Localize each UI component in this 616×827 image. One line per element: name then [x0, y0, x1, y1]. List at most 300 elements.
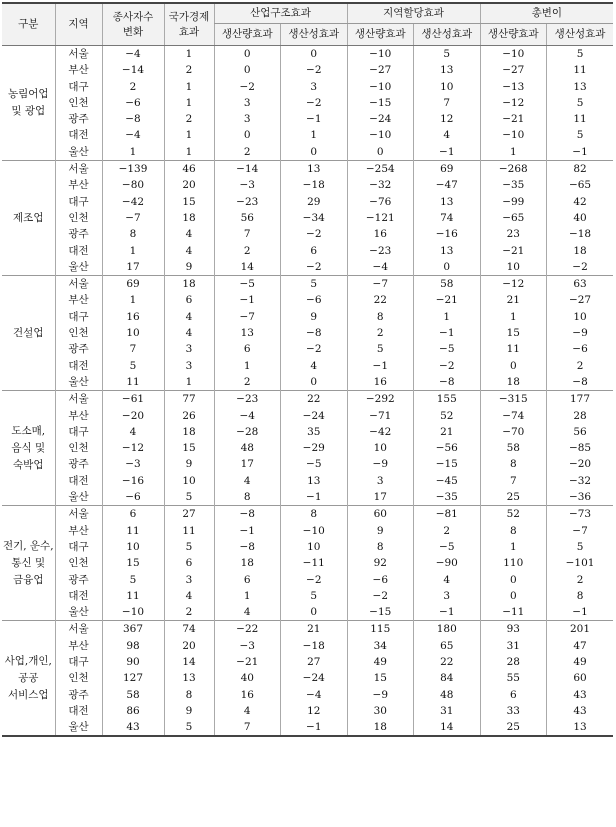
- value-cell-total-productivity: 15: [480, 325, 547, 341]
- value-cell-industry-productivity: 8: [214, 489, 281, 506]
- header-total-productivity-effect: 생산성효과: [547, 24, 614, 46]
- value-cell-regional-productivity: −71: [347, 408, 414, 424]
- value-cell-regional-productivity: −10: [347, 46, 414, 63]
- value-cell-regional-productivity-effect: −21: [414, 292, 481, 308]
- value-cell-regional-productivity: −1: [347, 358, 414, 374]
- category-cell: 건설업: [2, 276, 55, 391]
- value-cell-industry-productivity: 4: [214, 604, 281, 621]
- value-cell-total-productivity-effect: 40: [547, 210, 614, 226]
- value-cell-industry-productivity: −8: [214, 506, 281, 523]
- value-cell-national-effect: 4: [164, 309, 214, 325]
- value-cell-employment-change: −7: [102, 210, 164, 226]
- category-cell: 제조업: [2, 161, 55, 276]
- value-cell-employment-change: −10: [102, 604, 164, 621]
- table-row: [2, 358, 613, 374]
- value-cell-regional-productivity: −292: [347, 391, 414, 408]
- value-cell-industry-productivity-effect: 13: [281, 161, 348, 178]
- value-cell-employment-change: −3: [102, 456, 164, 472]
- value-cell-regional-productivity-effect: −1: [414, 604, 481, 621]
- value-cell-total-productivity: 33: [480, 703, 547, 719]
- value-cell-industry-productivity: 3: [214, 95, 281, 111]
- value-cell-regional-productivity-effect: 58: [414, 276, 481, 293]
- region-cell: 울산: [55, 144, 102, 161]
- value-cell-regional-productivity: 92: [347, 555, 414, 571]
- value-cell-total-productivity: −13: [480, 79, 547, 95]
- value-cell-total-productivity-effect: 5: [547, 539, 614, 555]
- value-cell-employment-change: −12: [102, 440, 164, 456]
- value-cell-regional-productivity-effect: 5: [414, 46, 481, 63]
- value-cell-total-productivity: 1: [480, 309, 547, 325]
- region-cell: 대구: [55, 79, 102, 95]
- value-cell-industry-productivity-effect: −1: [281, 489, 348, 506]
- region-cell: 대전: [55, 243, 102, 259]
- region-cell: 서울: [55, 46, 102, 63]
- shift-share-table: [2, 2, 613, 735]
- value-cell-total-productivity: 31: [480, 638, 547, 654]
- value-cell-regional-productivity: −2: [347, 588, 414, 604]
- value-cell-industry-productivity-effect: 35: [281, 424, 348, 440]
- value-cell-total-productivity: −11: [480, 604, 547, 621]
- value-cell-total-productivity-effect: −9: [547, 325, 614, 341]
- value-cell-industry-productivity-effect: −2: [281, 259, 348, 276]
- value-cell-employment-change: 1: [102, 144, 164, 161]
- region-cell: 광주: [55, 456, 102, 472]
- value-cell-industry-productivity: 0: [214, 62, 281, 78]
- value-cell-employment-change: −61: [102, 391, 164, 408]
- value-cell-regional-productivity: −4: [347, 259, 414, 276]
- value-cell-regional-productivity: −24: [347, 111, 414, 127]
- value-cell-total-productivity-effect: 2: [547, 572, 614, 588]
- value-cell-total-productivity-effect: 43: [547, 687, 614, 703]
- value-cell-regional-productivity: 2: [347, 325, 414, 341]
- value-cell-regional-productivity: 22: [347, 292, 414, 308]
- region-cell: 서울: [55, 506, 102, 523]
- value-cell-national-effect: 11: [164, 523, 214, 539]
- value-cell-employment-change: −14: [102, 62, 164, 78]
- value-cell-regional-productivity: 16: [347, 226, 414, 242]
- table-bottom-rule: [2, 735, 613, 737]
- value-cell-regional-productivity-effect: 4: [414, 572, 481, 588]
- header-industry-productivity-effect: 생산성효과: [281, 24, 348, 46]
- region-cell: 인천: [55, 440, 102, 456]
- region-cell: 광주: [55, 111, 102, 127]
- value-cell-employment-change: 4: [102, 424, 164, 440]
- value-cell-industry-productivity: −14: [214, 161, 281, 178]
- value-cell-total-productivity: −10: [480, 46, 547, 63]
- value-cell-employment-change: 86: [102, 703, 164, 719]
- table-row: [2, 703, 613, 719]
- value-cell-industry-productivity-effect: 6: [281, 243, 348, 259]
- value-cell-regional-productivity: 34: [347, 638, 414, 654]
- region-cell: 대전: [55, 588, 102, 604]
- value-cell-employment-change: 98: [102, 638, 164, 654]
- table-row: [2, 144, 613, 161]
- table-row: [2, 243, 613, 259]
- value-cell-regional-productivity-effect: 69: [414, 161, 481, 178]
- value-cell-regional-productivity: 17: [347, 489, 414, 506]
- value-cell-regional-productivity: 9: [347, 523, 414, 539]
- value-cell-industry-productivity-effect: 9: [281, 309, 348, 325]
- value-cell-total-productivity-effect: −36: [547, 489, 614, 506]
- value-cell-national-effect: 20: [164, 638, 214, 654]
- value-cell-total-productivity: 18: [480, 374, 547, 391]
- value-cell-total-productivity-effect: 82: [547, 161, 614, 178]
- value-cell-employment-change: 10: [102, 539, 164, 555]
- value-cell-regional-productivity-effect: 180: [414, 621, 481, 638]
- value-cell-total-productivity-effect: −85: [547, 440, 614, 456]
- value-cell-total-productivity-effect: 47: [547, 638, 614, 654]
- value-cell-total-productivity: 7: [480, 473, 547, 489]
- table-row: [2, 309, 613, 325]
- value-cell-employment-change: −4: [102, 127, 164, 143]
- value-cell-total-productivity: −27: [480, 62, 547, 78]
- value-cell-industry-productivity: −21: [214, 654, 281, 670]
- value-cell-industry-productivity-effect: 0: [281, 374, 348, 391]
- value-cell-total-productivity-effect: 42: [547, 194, 614, 210]
- value-cell-industry-productivity: −5: [214, 276, 281, 293]
- value-cell-employment-change: −42: [102, 194, 164, 210]
- region-cell: 부산: [55, 638, 102, 654]
- value-cell-regional-productivity-effect: −8: [414, 374, 481, 391]
- value-cell-employment-change: 1: [102, 243, 164, 259]
- value-cell-employment-change: 2: [102, 79, 164, 95]
- table-row: [2, 654, 613, 670]
- value-cell-regional-productivity: −254: [347, 161, 414, 178]
- value-cell-employment-change: 16: [102, 309, 164, 325]
- value-cell-national-effect: 4: [164, 325, 214, 341]
- value-cell-industry-productivity-effect: 4: [281, 358, 348, 374]
- value-cell-total-productivity: 21: [480, 292, 547, 308]
- region-cell: 부산: [55, 177, 102, 193]
- value-cell-regional-productivity-effect: −47: [414, 177, 481, 193]
- value-cell-regional-productivity: −9: [347, 456, 414, 472]
- table-row: [2, 194, 613, 210]
- value-cell-national-effect: 8: [164, 687, 214, 703]
- value-cell-regional-productivity: 5: [347, 341, 414, 357]
- value-cell-employment-change: −139: [102, 161, 164, 178]
- value-cell-industry-productivity-effect: −2: [281, 95, 348, 111]
- value-cell-national-effect: 18: [164, 210, 214, 226]
- value-cell-regional-productivity: −10: [347, 79, 414, 95]
- table-row: [2, 588, 613, 604]
- region-cell: 대구: [55, 539, 102, 555]
- value-cell-industry-productivity-effect: −2: [281, 62, 348, 78]
- value-cell-national-effect: 6: [164, 555, 214, 571]
- value-cell-total-productivity: 93: [480, 621, 547, 638]
- value-cell-regional-productivity-effect: 52: [414, 408, 481, 424]
- value-cell-national-effect: 15: [164, 440, 214, 456]
- region-cell: 부산: [55, 62, 102, 78]
- value-cell-total-productivity-effect: 56: [547, 424, 614, 440]
- section-0: [2, 46, 613, 161]
- region-cell: 서울: [55, 276, 102, 293]
- value-cell-regional-productivity: 15: [347, 670, 414, 686]
- table-row: [2, 604, 613, 621]
- value-cell-industry-productivity-effect: 10: [281, 539, 348, 555]
- value-cell-industry-productivity: 0: [214, 46, 281, 63]
- value-cell-employment-change: −6: [102, 95, 164, 111]
- value-cell-national-effect: 4: [164, 588, 214, 604]
- value-cell-employment-change: 367: [102, 621, 164, 638]
- value-cell-total-productivity-effect: −1: [547, 144, 614, 161]
- value-cell-employment-change: 58: [102, 687, 164, 703]
- value-cell-regional-productivity-effect: 74: [414, 210, 481, 226]
- region-cell: 울산: [55, 374, 102, 391]
- region-cell: 광주: [55, 341, 102, 357]
- section-5: [2, 621, 613, 736]
- table-row: [2, 440, 613, 456]
- value-cell-industry-productivity-effect: 5: [281, 588, 348, 604]
- header-regional-effect: 지역할당효과: [347, 3, 480, 24]
- value-cell-total-productivity-effect: 11: [547, 111, 614, 127]
- header-regional-productivity-effect: 생산성효과: [414, 24, 481, 46]
- region-cell: 인천: [55, 210, 102, 226]
- value-cell-total-productivity: 25: [480, 489, 547, 506]
- table-row: [2, 79, 613, 95]
- region-cell: 인천: [55, 95, 102, 111]
- table-row: [2, 408, 613, 424]
- value-cell-regional-productivity: −15: [347, 604, 414, 621]
- value-cell-total-productivity-effect: 2: [547, 358, 614, 374]
- value-cell-national-effect: 2: [164, 111, 214, 127]
- value-cell-national-effect: 3: [164, 358, 214, 374]
- value-cell-regional-productivity: 8: [347, 539, 414, 555]
- region-cell: 서울: [55, 161, 102, 178]
- value-cell-industry-productivity-effect: −18: [281, 638, 348, 654]
- table-row: [2, 424, 613, 440]
- value-cell-industry-productivity-effect: 0: [281, 604, 348, 621]
- value-cell-industry-productivity-effect: −2: [281, 341, 348, 357]
- header-employment-change: 종사자수 변화: [102, 3, 164, 46]
- value-cell-industry-productivity-effect: −29: [281, 440, 348, 456]
- value-cell-industry-productivity-effect: −11: [281, 555, 348, 571]
- value-cell-regional-productivity-effect: 1: [414, 309, 481, 325]
- value-cell-industry-productivity-effect: −24: [281, 670, 348, 686]
- value-cell-industry-productivity-effect: −10: [281, 523, 348, 539]
- value-cell-regional-productivity: −27: [347, 62, 414, 78]
- value-cell-industry-productivity: 16: [214, 687, 281, 703]
- category-cell: 사업,개인, 공공 서비스업: [2, 621, 55, 736]
- value-cell-industry-productivity: −23: [214, 391, 281, 408]
- value-cell-industry-productivity-effect: 22: [281, 391, 348, 408]
- value-cell-total-productivity: −21: [480, 243, 547, 259]
- value-cell-industry-productivity: 13: [214, 325, 281, 341]
- value-cell-industry-productivity-effect: −6: [281, 292, 348, 308]
- table-row: [2, 473, 613, 489]
- value-cell-total-productivity: −10: [480, 127, 547, 143]
- table-row: [2, 177, 613, 193]
- value-cell-total-productivity: 0: [480, 358, 547, 374]
- value-cell-total-productivity: 58: [480, 440, 547, 456]
- value-cell-total-productivity: −74: [480, 408, 547, 424]
- value-cell-regional-productivity-effect: −2: [414, 358, 481, 374]
- table-row: [2, 259, 613, 276]
- value-cell-regional-productivity: 49: [347, 654, 414, 670]
- value-cell-industry-productivity: 17: [214, 456, 281, 472]
- value-cell-national-effect: 1: [164, 95, 214, 111]
- table-row: [2, 687, 613, 703]
- value-cell-employment-change: 11: [102, 523, 164, 539]
- value-cell-industry-productivity-effect: 13: [281, 473, 348, 489]
- value-cell-industry-productivity-effect: 27: [281, 654, 348, 670]
- value-cell-industry-productivity: −1: [214, 292, 281, 308]
- value-cell-employment-change: 43: [102, 719, 164, 735]
- value-cell-total-productivity-effect: −2: [547, 259, 614, 276]
- value-cell-regional-productivity-effect: 13: [414, 194, 481, 210]
- header-regional-productivity: 생산량효과: [347, 24, 414, 46]
- value-cell-industry-productivity: −7: [214, 309, 281, 325]
- value-cell-regional-productivity: −6: [347, 572, 414, 588]
- value-cell-employment-change: 5: [102, 572, 164, 588]
- value-cell-regional-productivity: −42: [347, 424, 414, 440]
- value-cell-industry-productivity: 14: [214, 259, 281, 276]
- value-cell-total-productivity: −315: [480, 391, 547, 408]
- region-cell: 부산: [55, 523, 102, 539]
- value-cell-regional-productivity-effect: −5: [414, 341, 481, 357]
- header-total-change: 총변이: [480, 3, 613, 24]
- region-cell: 울산: [55, 604, 102, 621]
- region-cell: 울산: [55, 259, 102, 276]
- value-cell-employment-change: −4: [102, 46, 164, 63]
- value-cell-regional-productivity-effect: 21: [414, 424, 481, 440]
- table-row: [2, 456, 613, 472]
- header-region: 지역: [55, 3, 102, 46]
- value-cell-total-productivity: −12: [480, 276, 547, 293]
- value-cell-national-effect: 74: [164, 621, 214, 638]
- value-cell-regional-productivity-effect: 2: [414, 523, 481, 539]
- table-row: [2, 62, 613, 78]
- value-cell-employment-change: −8: [102, 111, 164, 127]
- value-cell-employment-change: −20: [102, 408, 164, 424]
- region-cell: 광주: [55, 572, 102, 588]
- value-cell-regional-productivity-effect: −1: [414, 325, 481, 341]
- table-row: [2, 638, 613, 654]
- value-cell-total-productivity-effect: 5: [547, 46, 614, 63]
- value-cell-national-effect: 2: [164, 62, 214, 78]
- value-cell-industry-productivity-effect: 0: [281, 46, 348, 63]
- value-cell-national-effect: 5: [164, 539, 214, 555]
- table-row: [2, 292, 613, 308]
- value-cell-industry-productivity: 6: [214, 341, 281, 357]
- table-row: [2, 46, 613, 63]
- value-cell-total-productivity-effect: −65: [547, 177, 614, 193]
- table-row: [2, 670, 613, 686]
- value-cell-industry-productivity: 18: [214, 555, 281, 571]
- value-cell-industry-productivity: 2: [214, 243, 281, 259]
- section-4: [2, 506, 613, 621]
- value-cell-employment-change: 10: [102, 325, 164, 341]
- value-cell-national-effect: 9: [164, 456, 214, 472]
- value-cell-industry-productivity-effect: 12: [281, 703, 348, 719]
- value-cell-industry-productivity-effect: 5: [281, 276, 348, 293]
- value-cell-regional-productivity-effect: 22: [414, 654, 481, 670]
- value-cell-employment-change: 69: [102, 276, 164, 293]
- category-cell: 도소매, 음식 및 숙박업: [2, 391, 55, 506]
- value-cell-industry-productivity-effect: −2: [281, 572, 348, 588]
- value-cell-total-productivity: 1: [480, 144, 547, 161]
- region-cell: 대구: [55, 654, 102, 670]
- shift-share-table-container: [2, 2, 613, 737]
- value-cell-national-effect: 26: [164, 408, 214, 424]
- category-cell: 농림어업 및 광업: [2, 46, 55, 161]
- table-row: [2, 572, 613, 588]
- value-cell-regional-productivity: −121: [347, 210, 414, 226]
- value-cell-regional-productivity-effect: 4: [414, 127, 481, 143]
- value-cell-total-productivity: −65: [480, 210, 547, 226]
- value-cell-national-effect: 15: [164, 194, 214, 210]
- value-cell-total-productivity: −12: [480, 95, 547, 111]
- value-cell-national-effect: 4: [164, 226, 214, 242]
- value-cell-industry-productivity-effect: −4: [281, 687, 348, 703]
- value-cell-industry-productivity: −22: [214, 621, 281, 638]
- value-cell-employment-change: 1: [102, 292, 164, 308]
- value-cell-regional-productivity-effect: −81: [414, 506, 481, 523]
- value-cell-regional-productivity-effect: 48: [414, 687, 481, 703]
- value-cell-employment-change: 8: [102, 226, 164, 242]
- value-cell-employment-change: −16: [102, 473, 164, 489]
- value-cell-industry-productivity: 48: [214, 440, 281, 456]
- value-cell-employment-change: −80: [102, 177, 164, 193]
- value-cell-total-productivity: 28: [480, 654, 547, 670]
- table-row: [2, 719, 613, 735]
- value-cell-regional-productivity: −76: [347, 194, 414, 210]
- value-cell-industry-productivity: 56: [214, 210, 281, 226]
- value-cell-regional-productivity-effect: 155: [414, 391, 481, 408]
- header-industry-productivity: 생산량효과: [214, 24, 281, 46]
- value-cell-total-productivity: 55: [480, 670, 547, 686]
- value-cell-regional-productivity: −10: [347, 127, 414, 143]
- table-row: [2, 127, 613, 143]
- value-cell-total-productivity-effect: −6: [547, 341, 614, 357]
- region-cell: 울산: [55, 489, 102, 506]
- value-cell-total-productivity: 1: [480, 539, 547, 555]
- value-cell-total-productivity-effect: 201: [547, 621, 614, 638]
- value-cell-regional-productivity-effect: 3: [414, 588, 481, 604]
- value-cell-total-productivity-effect: 8: [547, 588, 614, 604]
- region-cell: 부산: [55, 408, 102, 424]
- value-cell-total-productivity: −35: [480, 177, 547, 193]
- value-cell-total-productivity: −70: [480, 424, 547, 440]
- value-cell-industry-productivity: −8: [214, 539, 281, 555]
- value-cell-industry-productivity-effect: 0: [281, 144, 348, 161]
- value-cell-national-effect: 1: [164, 144, 214, 161]
- value-cell-regional-productivity: −7: [347, 276, 414, 293]
- value-cell-industry-productivity: 4: [214, 703, 281, 719]
- value-cell-total-productivity-effect: 5: [547, 127, 614, 143]
- table-row: [2, 489, 613, 506]
- value-cell-industry-productivity: −4: [214, 408, 281, 424]
- header-category: 구분: [2, 3, 55, 46]
- value-cell-national-effect: 5: [164, 719, 214, 735]
- value-cell-total-productivity-effect: −7: [547, 523, 614, 539]
- value-cell-industry-productivity-effect: −1: [281, 719, 348, 735]
- value-cell-national-effect: 3: [164, 341, 214, 357]
- value-cell-employment-change: 5: [102, 358, 164, 374]
- header-total-productivity: 생산량효과: [480, 24, 547, 46]
- value-cell-regional-productivity-effect: 10: [414, 79, 481, 95]
- value-cell-total-productivity-effect: −18: [547, 226, 614, 242]
- value-cell-employment-change: −6: [102, 489, 164, 506]
- table-row: [2, 621, 613, 638]
- value-cell-total-productivity: 11: [480, 341, 547, 357]
- region-cell: 광주: [55, 226, 102, 242]
- header-industry-effect: 산업구조효과: [214, 3, 347, 24]
- table-row: [2, 374, 613, 391]
- region-cell: 서울: [55, 621, 102, 638]
- value-cell-employment-change: 90: [102, 654, 164, 670]
- value-cell-total-productivity-effect: 28: [547, 408, 614, 424]
- value-cell-total-productivity-effect: −27: [547, 292, 614, 308]
